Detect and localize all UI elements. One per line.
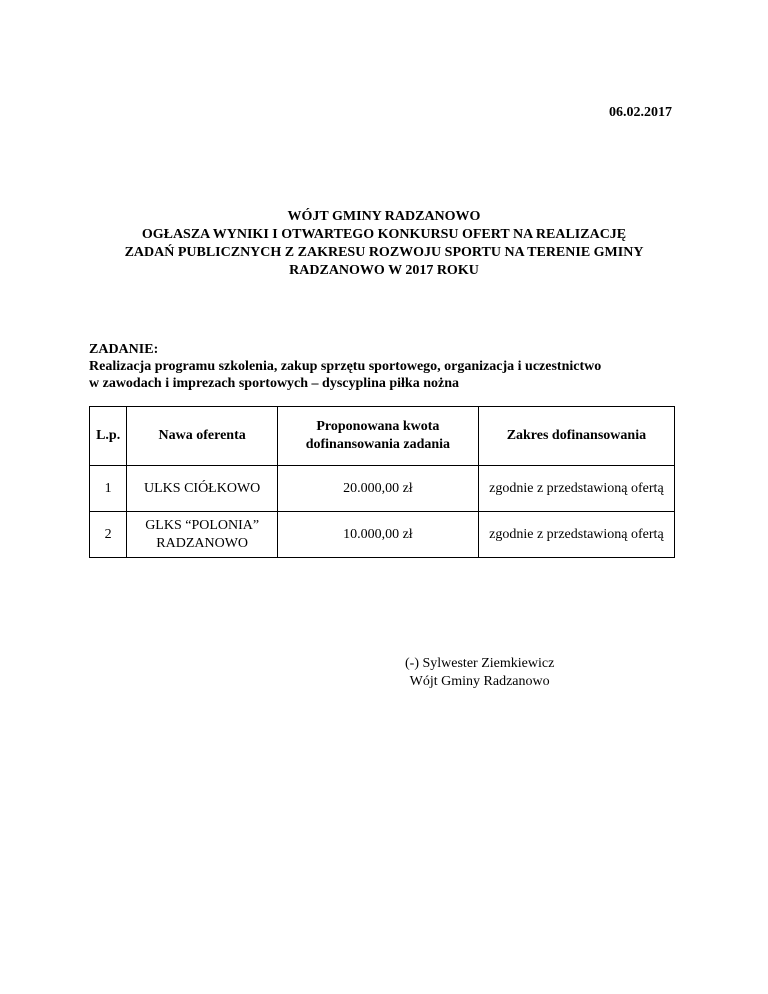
- table-row: [90, 466, 675, 512]
- offeror-name-line: RADZANOWO: [156, 535, 249, 551]
- heading-line: WÓJT GMINY RADZANOWO: [287, 209, 481, 224]
- task-description-line: Realizacja programu szkolenia, zakup sprzętu sportowego, organizacja i uczestnictwo: [89, 359, 602, 374]
- cell-amount: 20.000,00 zł: [277, 466, 478, 512]
- signatory-title: Wójt Gminy Radzanowo: [409, 674, 550, 689]
- document-date: 06.02.2017: [609, 105, 672, 120]
- task-section: [89, 341, 689, 392]
- cell-scope: zgodnie z przedstawioną ofertą: [478, 466, 674, 512]
- signature-block: [405, 655, 554, 691]
- cell-offeror-name: [127, 466, 278, 512]
- signatory-name: (-) Sylwester Ziemkiewicz: [405, 656, 555, 671]
- cell-scope: zgodnie z przedstawioną ofertą: [478, 512, 674, 558]
- offers-table: [89, 406, 675, 558]
- cell-lp: 1: [90, 466, 127, 512]
- table-header-row: [90, 407, 675, 466]
- heading-line: ZADAŃ PUBLICZNYCH Z ZAKRESU ROZWOJU SPORTU NA TERENIE GMINY: [124, 245, 644, 260]
- offeror-name-line: ULKS CIÓŁKOWO: [144, 480, 261, 496]
- heading-line: RADZANOWO W 2017 ROKU: [289, 263, 479, 278]
- header-lp: L.p.: [90, 407, 127, 466]
- table-row: [90, 512, 675, 558]
- task-label: ZADANIE:: [89, 342, 159, 357]
- cell-lp: 2: [90, 512, 127, 558]
- offeror-name-line: GLKS “POLONIA”: [145, 517, 260, 533]
- cell-amount: 10.000,00 zł: [277, 512, 478, 558]
- heading-line: OGŁASZA WYNIKI I OTWARTEGO KONKURSU OFERT NA REALIZACJĘ: [141, 227, 627, 242]
- header-amount-line: dofinansowania zadania: [305, 437, 451, 452]
- document-heading: [60, 208, 708, 280]
- cell-offeror-name: [127, 512, 278, 558]
- header-offeror-name: Nawa oferenta: [127, 407, 278, 466]
- header-proposed-amount: [277, 407, 478, 466]
- header-amount-line: Proponowana kwota: [316, 419, 440, 434]
- header-funding-scope: Zakres dofinansowania: [478, 407, 674, 466]
- task-description-line: w zawodach i imprezach sportowych – dyscyplina piłka nożna: [89, 376, 459, 391]
